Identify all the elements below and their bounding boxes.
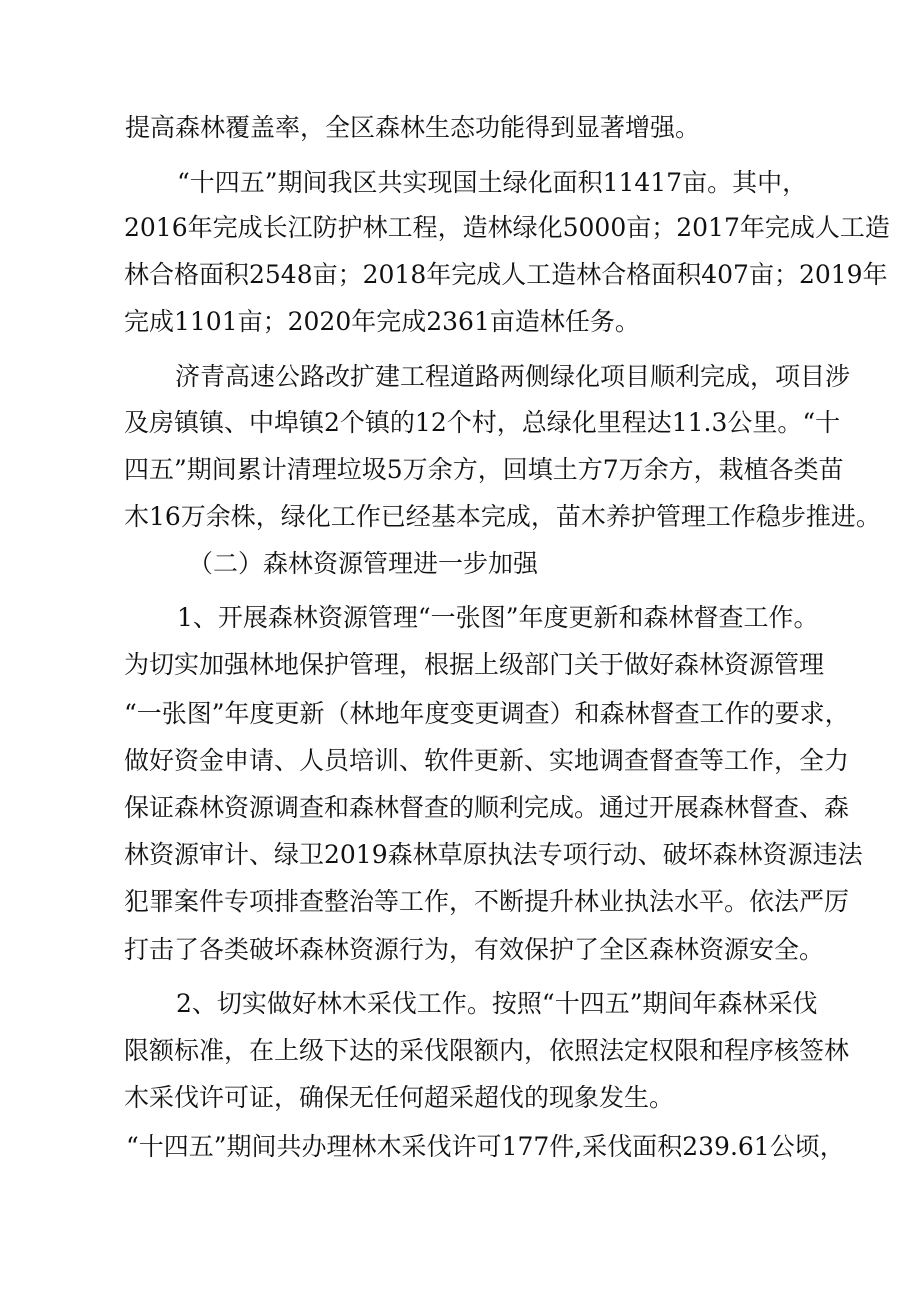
text-line: 及房镇镇、中埠镇2个镇的12个村，总绿化里程达11.3公里。“十 [124, 408, 841, 437]
text-line: 完成1101亩；2020年完成2361亩造林任务。 [124, 307, 640, 336]
text-line: “十四五”期间共办理林木采伐许可177件,采伐面积239.61公顷， [126, 1132, 845, 1161]
text-line: 木采伐许可证，确保无任何超采超伐的现象发生。 [124, 1083, 675, 1112]
section-heading: （二）森林资源管理进一步加强 [188, 549, 539, 578]
text-line: 四五”期间累计清理垃圾5万余方，回填土方7万余方，栽植各类苗 [124, 455, 844, 484]
text-line: 1、开展森林资源管理“一张图”年度更新和森林督查工作。 [177, 603, 819, 632]
text-line: 2016年完成长江防护林工程，造林绿化5000亩；2017年完成人工造 [124, 213, 890, 242]
text-line: “十四五”期间我区共实现国土绿化面积11417亩。其中， [177, 168, 808, 197]
text-line: 犯罪案件专项排查整治等工作，不断提升林业执法水平。依法严厉 [124, 887, 850, 916]
text-line: 林合格面积2548亩；2018年完成人工造林合格面积407亩；2019年 [124, 260, 888, 289]
text-line: 木16万余株，绿化工作已经基本完成，苗木养护管理工作稳步推进。 [124, 502, 881, 531]
text-line: “一张图”年度更新（林地年度变更调查）和森林督查工作的要求， [124, 699, 850, 728]
text-line: 保证森林资源调查和森林督查的顺利完成。通过开展森林督查、森 [124, 793, 850, 822]
text-line: 为切实加强林地保护管理，根据上级部门关于做好森林资源管理 [124, 650, 825, 679]
text-line: 提高森林覆盖率，全区森林生态功能得到显著增强。 [125, 113, 701, 142]
text-line: 2、切实做好林木采伐工作。按照“十四五”期间年森林采伐 [176, 989, 818, 1018]
text-line: 林资源审计、绿卫2019森林草原执法专项行动、破坏森林资源违法 [124, 840, 863, 869]
text-line: 济青高速公路改扩建工程道路两侧绿化项目顺利完成，项目涉 [175, 362, 851, 391]
text-line: 打击了各类破坏森林资源行为，有效保护了全区森林资源安全。 [124, 935, 825, 964]
text-line: 限额标准，在上级下达的采伐限额内，依照法定权限和程序核签林 [124, 1036, 850, 1065]
text-line: 做好资金申请、人员培训、软件更新、实地调查督查等工作，全力 [124, 746, 850, 775]
